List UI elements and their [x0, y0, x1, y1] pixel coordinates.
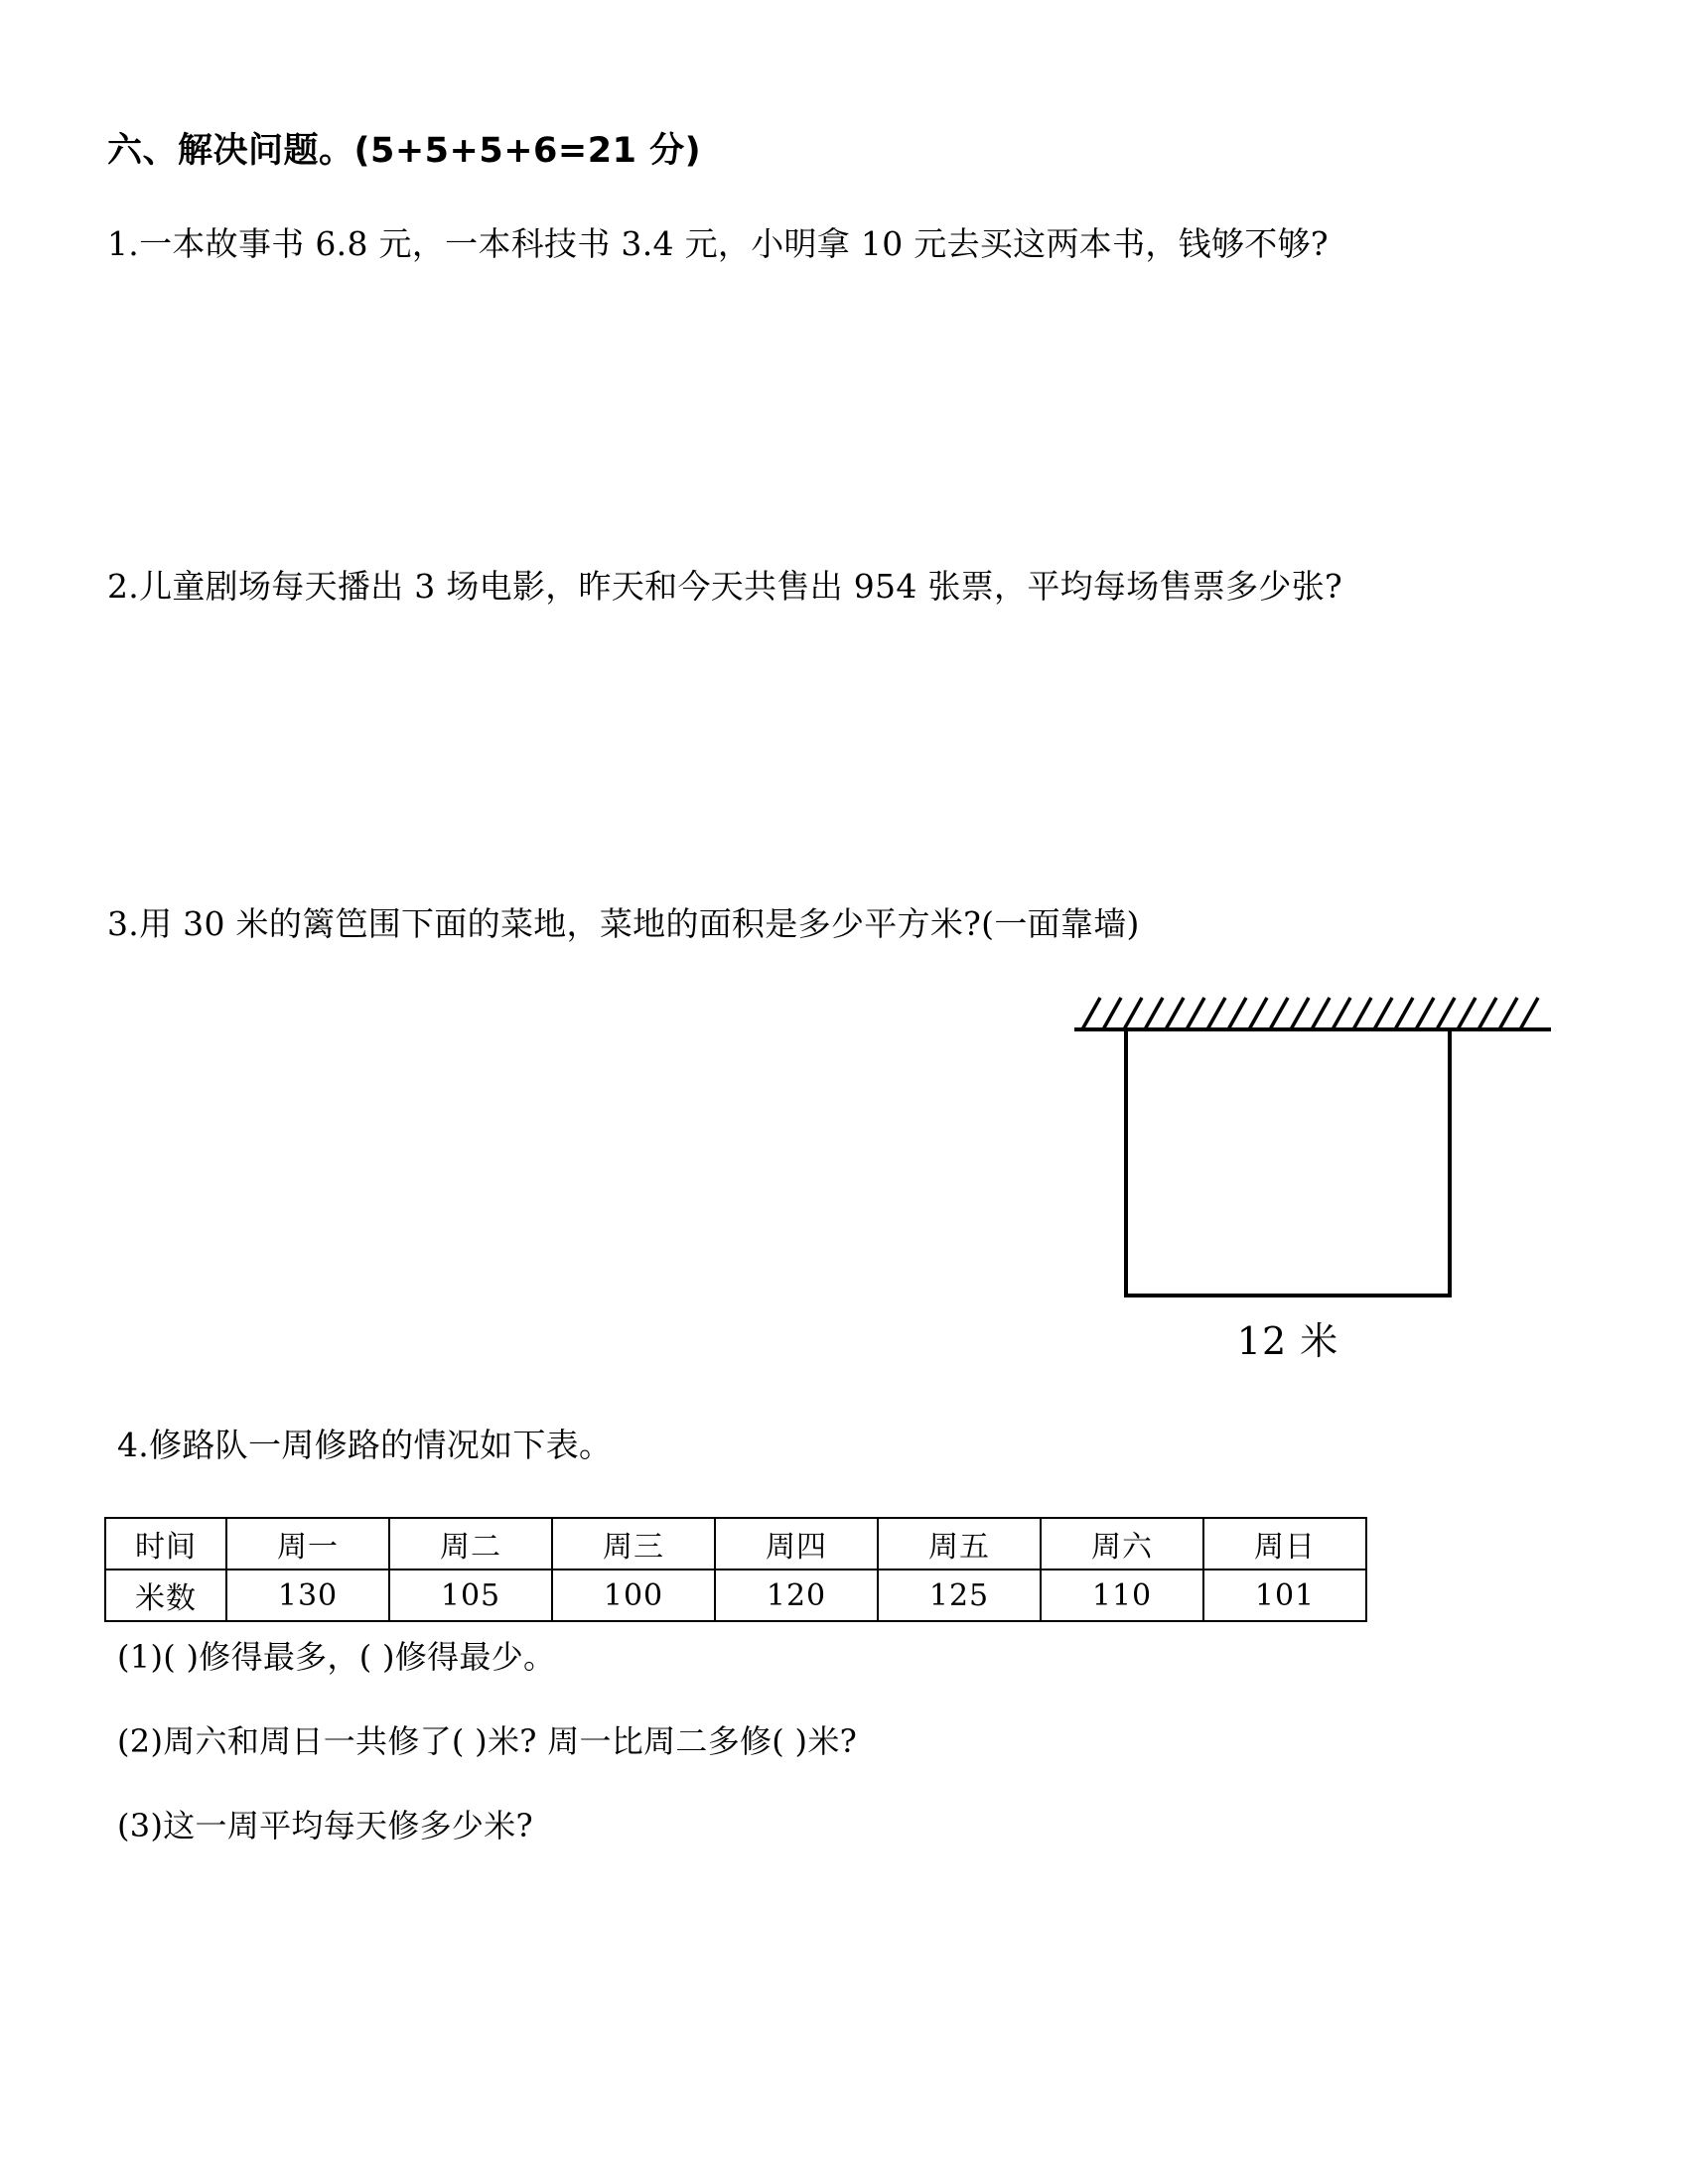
- table-header-day-5: 周五: [878, 1518, 1041, 1570]
- table-cell-meters-7: 101: [1203, 1570, 1366, 1621]
- question-4-text: 4.修路队一周修路的情况如下表。: [117, 1426, 613, 1464]
- table-cell-meters-1: 130: [226, 1570, 389, 1621]
- table-row-label-meters: 米数: [105, 1570, 226, 1621]
- plot-width-label: 12 米: [1236, 1319, 1339, 1363]
- table-header-day-6: 周六: [1041, 1518, 1203, 1570]
- table-row-label-time: 时间: [105, 1518, 226, 1570]
- road-repair-table: [104, 1517, 1367, 1622]
- table-header-day-3: 周三: [552, 1518, 715, 1570]
- section-heading: 六、解决问题。(5+5+5+6=21 分): [107, 131, 702, 171]
- table-header-day-4: 周四: [715, 1518, 878, 1570]
- vegetable-plot-diagram: [1062, 968, 1579, 1365]
- sub-question-3: (3)这一周平均每天修多少米?: [117, 1807, 533, 1844]
- table-header-day-1: 周一: [226, 1518, 389, 1570]
- table-cell-meters-4: 120: [715, 1570, 878, 1621]
- sub-question-2: (2)周六和周日一共修了( )米? 周一比周二多修( )米?: [117, 1722, 858, 1760]
- table-row-header: [105, 1518, 1366, 1570]
- plot-rectangle: [1124, 1027, 1452, 1297]
- table-header-day-7: 周日: [1203, 1518, 1366, 1570]
- table-cell-meters-2: 105: [389, 1570, 552, 1621]
- table-cell-meters-5: 125: [878, 1570, 1041, 1621]
- table-row-values: [105, 1570, 1366, 1621]
- question-3-text: 3.用 30 米的篱笆围下面的菜地，菜地的面积是多少平方米?(一面靠墙): [107, 904, 1140, 943]
- table-cell-meters-3: 100: [552, 1570, 715, 1621]
- table-header-day-2: 周二: [389, 1518, 552, 1570]
- table-cell-meters-6: 110: [1041, 1570, 1203, 1621]
- question-2-text: 2.儿童剧场每天播出 3 场电影，昨天和今天共售出 954 张票，平均每场售票多少张?: [107, 567, 1343, 606]
- sub-question-1: (1)( )修得最多，( )修得最少。: [117, 1638, 556, 1676]
- wall-hatching-icon: [1074, 990, 1551, 1029]
- question-1-text: 1.一本故事书 6.8 元，一本科技书 3.4 元，小明拿 10 元去买这两本书，钱够不够?: [107, 224, 1329, 263]
